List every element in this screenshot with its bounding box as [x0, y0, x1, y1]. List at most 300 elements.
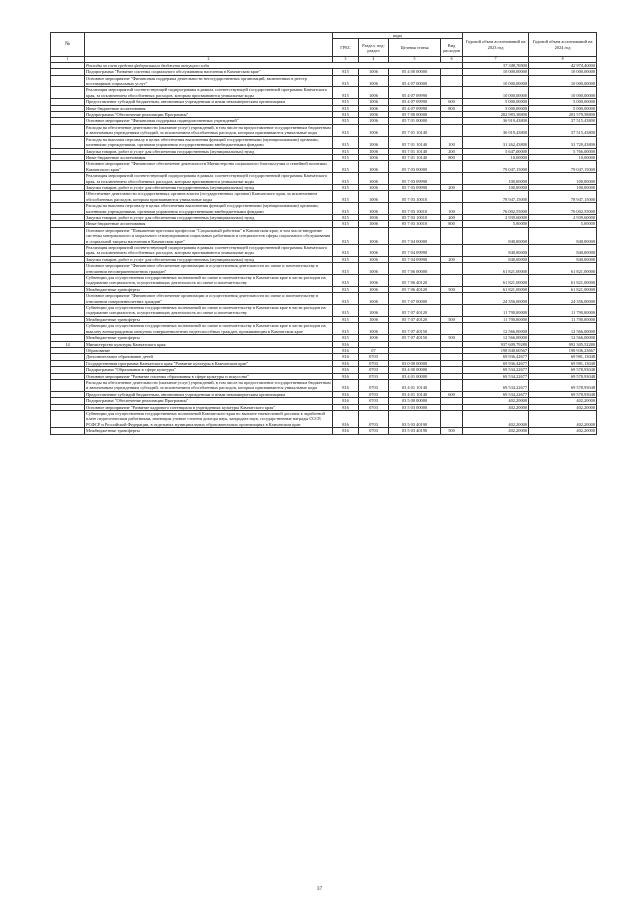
row-target: 05 7 03 00000 — [389, 161, 441, 173]
row-vol-2024: 100,00000 — [529, 184, 597, 190]
row-name: Межбюджетные трансферты — [85, 286, 333, 292]
row-target: 05 4 07 09990 — [389, 87, 441, 99]
row-grbs: 815 — [333, 263, 359, 275]
row-name: Межбюджетные трансферты — [85, 316, 333, 322]
row-grbs: 815 — [333, 69, 359, 75]
row-grbs: 815 — [333, 112, 359, 118]
row-number: 14 — [51, 341, 85, 347]
row-name: Закупка товаров, работ и услуг для обеспечения государственных (муниципальных) нужд — [85, 256, 333, 262]
table-row — [51, 410, 597, 427]
row-vol-2024: 69 981,13048 — [529, 354, 597, 360]
row-expense-type — [441, 75, 463, 87]
row-section: 1006 — [359, 293, 389, 305]
row-section: 1006 — [359, 105, 389, 111]
row-section: 1006 — [359, 245, 389, 257]
row-name: Основное мероприятие "Финансовое обеспечение организации и осуществления деятельности по опеке и попечительству в отношении совершеннолетних граждан" — [85, 293, 333, 305]
row-grbs: 816 — [333, 428, 359, 434]
row-expense-type: 800 — [441, 154, 463, 160]
row-target: 05 7 01 10140 — [389, 136, 441, 148]
row-vol-2023: 840,00000 — [463, 256, 529, 262]
row-number — [51, 203, 85, 215]
row-section: 1006 — [359, 124, 389, 136]
row-grbs: 815 — [333, 275, 359, 287]
budget-table — [50, 32, 597, 435]
row-vol-2023: 69 534,22677 — [463, 373, 529, 379]
row-target: 05 7 01 10140 — [389, 154, 441, 160]
row-target: 05 7 03 10010 — [389, 221, 441, 227]
row-expense-type — [441, 161, 463, 173]
row-vol-2023: 10 000,00000 — [463, 69, 529, 75]
row-vol-2024: 11 790,00000 — [529, 316, 597, 322]
row-grbs: 815 — [333, 173, 359, 185]
row-name: Закупка товаров, работ и услуг для обеспечения государственных (муниципальных) нужд — [85, 148, 333, 154]
row-grbs: 816 — [333, 410, 359, 427]
row-expense-type — [441, 323, 463, 335]
row-number — [51, 87, 85, 99]
row-grbs: 815 — [333, 256, 359, 262]
row-vol-2024: 10 000,00000 — [529, 69, 597, 75]
row-vol-2023: 24 356,00000 — [463, 293, 529, 305]
row-vol-2023: 79 047,15000 — [463, 161, 529, 173]
row-section: 07 — [359, 347, 389, 353]
row-target: 05 7 06 40120 — [389, 286, 441, 292]
row-grbs: 815 — [333, 323, 359, 335]
row-name: Закупка товаров, работ и услуг для обеспечения государственных (муниципальных) нужд — [85, 184, 333, 190]
row-name: Субвенции для осуществления государственных полномочий Камчатского края по выплате ежемесячной доплаты к заработной плате педагогическим работникам, имеющим ученые степени доктора наук, кандидата наук, государственные награды СССР, РСФСР и Российской Федерации, в отдельных муниципальных образовательных организациях в Камчатском крае — [85, 410, 333, 427]
row-section: 1006 — [359, 154, 389, 160]
row-expense-type: 200 — [441, 184, 463, 190]
row-section: 1006 — [359, 214, 389, 220]
row-section: 0703 — [359, 379, 389, 391]
row-number — [51, 410, 85, 427]
table-row — [51, 323, 597, 335]
row-number — [51, 379, 85, 391]
row-vol-2023: 69 534,22677 — [463, 391, 529, 397]
row-vol-2023: 5,00000 — [463, 221, 529, 227]
row-target: 05 7 01 10140 — [389, 148, 441, 154]
row-name: Реализация мероприятий соответствующей подпрограммы в рамках соответствующей государственной программы Камчатского края, за исключением обособленных расходов, которым присваиваются уникальные коды — [85, 245, 333, 257]
section-header-text: Расходы за счет средств федерального бюджета текущего года — [85, 62, 463, 68]
row-grbs: 815 — [333, 87, 359, 99]
row-vol-2023: 402,20000 — [463, 398, 529, 404]
row-grbs: 815 — [333, 286, 359, 292]
row-target: 05 7 06 40120 — [389, 275, 441, 287]
table-row — [51, 87, 597, 99]
header-section: Раздел, под-раздел — [359, 39, 389, 57]
row-vol-2024: 69 981,13048 — [529, 360, 597, 366]
row-section: 1006 — [359, 305, 389, 317]
row-name: Подпрограмма "Образование в сфере культуры" — [85, 367, 333, 373]
row-section: 1006 — [359, 112, 389, 118]
row-vol-2024: 992 305,52280 — [529, 341, 597, 347]
row-vol-2024: 11 790,00000 — [529, 305, 597, 317]
row-vol-2023: 402,20000 — [463, 428, 529, 434]
row-vol-2024: 69 578,93048 — [529, 367, 597, 373]
row-vol-2023: 10 000,00000 — [463, 75, 529, 87]
row-target: 03 5 03 00000 — [389, 404, 441, 410]
row-number — [51, 245, 85, 257]
row-vol-2023: 36 919,43800 — [463, 124, 529, 136]
row-name: Дополнительное образование детей — [85, 354, 333, 360]
row-target: 05 7 07 40120 — [389, 305, 441, 317]
table-row — [51, 305, 597, 317]
row-section: 1006 — [359, 316, 389, 322]
row-grbs: 815 — [333, 148, 359, 154]
row-vol-2023: 69 534,22677 — [463, 367, 529, 373]
row-vol-2024: 61 821,00000 — [529, 286, 597, 292]
row-vol-2023: 10 000,00000 — [463, 87, 529, 99]
row-target: 05 7 06 00000 — [389, 263, 441, 275]
row-vol-2024: 12 566,00000 — [529, 323, 597, 335]
row-expense-type — [441, 227, 463, 244]
row-grbs: 815 — [333, 316, 359, 322]
row-vol-2024: 203 579,58800 — [529, 112, 597, 118]
row-target: 05 7 07 40150 — [389, 323, 441, 335]
row-target: 05 7 04 00000 — [389, 227, 441, 244]
row-name: Иные бюджетные ассигнования — [85, 105, 333, 111]
row-target: 05 7 03 09990 — [389, 184, 441, 190]
row-name: Закупка товаров, работ и услуг для обеспечения государственных (муниципальных) нужд — [85, 214, 333, 220]
row-target: 03 4 00 00000 — [389, 367, 441, 373]
table-row — [51, 275, 597, 287]
row-name: Расходы на обеспечение деятельности (оказание услуг) учреждений, в том числе на предоставление государственным бюджетным и автономным учреждениям субсидий, за исключением обособленных расходов, которым присваиваются уникальные коды — [86, 379, 331, 391]
header-target: Целевая статья — [389, 39, 441, 57]
row-vol-2023: 402,20000 — [463, 404, 529, 410]
row-name: Предоставление субсидий бюджетным, автономным учреждениям и иным некоммерческим организациям — [85, 99, 333, 105]
row-vol-2024: 61 821,00000 — [529, 275, 597, 287]
row-section: 1006 — [359, 184, 389, 190]
row-number — [51, 75, 85, 87]
row-vol-2024: 840,00000 — [529, 245, 597, 257]
row-expense-type — [441, 245, 463, 257]
row-grbs: 815 — [333, 184, 359, 190]
row-vol-2023: 840,00000 — [463, 227, 529, 244]
row-vol-2024: 5 000,00000 — [529, 105, 597, 111]
row-expense-type — [441, 263, 463, 275]
row-target: 03 4 01 10140 — [389, 391, 441, 397]
row-grbs: 816 — [333, 347, 359, 353]
row-expense-type: 600 — [441, 99, 463, 105]
row-section: 1006 — [359, 173, 389, 185]
row-grbs: 815 — [333, 105, 359, 111]
row-expense-type — [441, 410, 463, 427]
row-grbs: 815 — [333, 99, 359, 105]
row-name: Основное мероприятие "Финансовое обеспечение деятельности Министерства социального благополучия и семейной политики Камчатского края" — [85, 161, 333, 173]
table-header — [51, 33, 597, 69]
row-grbs: 816 — [333, 398, 359, 404]
row-vol-2024: 402,20000 — [529, 410, 597, 427]
row-section: 1006 — [359, 221, 389, 227]
row-name: Подпрограмма "Обеспечение реализации Программы" — [85, 112, 333, 118]
row-vol-2023: 78 947,15000 — [463, 191, 529, 203]
row-section: 1006 — [359, 335, 389, 341]
table-row — [51, 75, 597, 87]
row-grbs: 816 — [333, 379, 359, 391]
row-name: Иные бюджетные ассигнования — [85, 221, 333, 227]
row-target: 05 4 07 00000 — [389, 75, 441, 87]
row-name: Основное мероприятие "Финансовая поддержка деятельности негосударственных организаций, включенных в реестр поставщиков социальных услуг" — [85, 75, 333, 87]
header-num: № — [51, 33, 85, 57]
row-vol-2023: 5 000,00000 — [463, 99, 529, 105]
row-expense-type: 200 — [441, 148, 463, 154]
column-number: 7 — [463, 57, 529, 62]
row-section: 1006 — [359, 136, 389, 148]
row-vol-2024: 5 000,00000 — [529, 99, 597, 105]
row-vol-2024: 69 578,93048 — [529, 391, 597, 397]
row-number — [51, 263, 85, 275]
row-vol-2023: 76 002,55000 — [463, 203, 529, 215]
row-expense-type: 100 — [441, 136, 463, 148]
table-row — [51, 203, 597, 215]
row-vol-2024: 10 000,00000 — [529, 75, 597, 87]
row-section: 0703 — [359, 410, 389, 427]
table-row — [51, 136, 597, 148]
row-grbs: 815 — [333, 335, 359, 341]
row-section: 1006 — [359, 75, 389, 87]
row-section: 0703 — [359, 373, 389, 379]
row-section: 1006 — [359, 99, 389, 105]
row-vol-2023: 5 000,00000 — [463, 105, 529, 111]
row-expense-type — [441, 275, 463, 287]
row-name: Основное мероприятие "Финансовое обеспечение организации и осуществления деятельности по опеке и попечительству в отношении несовершеннолетних граждан" — [85, 263, 333, 275]
row-expense-type — [441, 305, 463, 317]
row-name: Предоставление субсидий бюджетным, автономным учреждениям и иным некоммерческим организациям — [85, 391, 333, 397]
table-row — [51, 245, 597, 257]
row-vol-2023: 5 647,00000 — [463, 148, 529, 154]
row-name: Расходы на выплаты персоналу в целях обеспечения выполнения функций государственными (муниципальными) органами, казенными учреждениями, органами управления государственными внебюджетными фондами — [85, 203, 333, 215]
column-number: 3 — [333, 57, 359, 62]
row-name: Межбюджетные трансферты — [85, 428, 333, 434]
row-name: Основное мероприятие "Финансовая поддержка подведомственных учреждений" — [85, 118, 333, 124]
row-target: 03 4 01 00000 — [389, 373, 441, 379]
table-row — [51, 191, 597, 203]
row-expense-type: 500 — [441, 316, 463, 322]
row-expense-type — [441, 173, 463, 185]
row-section: 1006 — [359, 191, 389, 203]
page-number: 37 — [316, 886, 323, 892]
row-name: Межбюджетные трансферты — [85, 335, 333, 341]
row-section: 0703 — [359, 360, 389, 366]
row-expense-type: 800 — [441, 221, 463, 227]
row-vol-2023: 69 936,42677 — [463, 354, 529, 360]
row-name: Реализация мероприятий соответствующей подпрограммы в рамках соответствующей государственной программы Камчатского края, за исключением обособленных расходов, которым присваиваются уникальные коды — [85, 87, 333, 99]
row-target: 03 5 00 00000 — [389, 398, 441, 404]
row-expense-type: 200 — [441, 256, 463, 262]
row-vol-2023: 31 262,43800 — [463, 136, 529, 148]
row-vol-2023: 100,00000 — [463, 173, 529, 185]
row-expense-type — [441, 293, 463, 305]
section-header-v1: 37 348,76900 — [463, 62, 529, 68]
row-vol-2023: 937 609,79280 — [463, 341, 529, 347]
row-grbs: 816 — [333, 354, 359, 360]
row-vol-2024: 61 821,00000 — [529, 263, 597, 275]
column-number: 5 — [389, 57, 441, 62]
row-section: 1006 — [359, 286, 389, 292]
row-vol-2023: 11 790,00000 — [463, 316, 529, 322]
section-header-v2: 42 974,40000 — [529, 62, 597, 68]
row-grbs: 815 — [333, 118, 359, 124]
header-grbs: ГРБС — [333, 39, 359, 57]
row-section: 0703 — [359, 428, 389, 434]
row-expense-type — [441, 191, 463, 203]
row-name: Расходы на обеспечение деятельности (оказание услуг) учреждений, в том числе на предоставление государственным бюджетным и автономным учреждениям субсидий, за исключением обособленных расходов, которым присваиваются уникальные коды — [86, 124, 331, 136]
row-section: 1006 — [359, 118, 389, 124]
row-grbs: 815 — [333, 293, 359, 305]
row-name: Министерство культуры Камчатского края — [85, 341, 333, 347]
row-grbs: 815 — [333, 191, 359, 203]
budget-table-sheet — [50, 32, 596, 435]
row-vol-2023: 69 936,42677 — [463, 360, 529, 366]
row-section: 1006 — [359, 323, 389, 335]
row-section: 1006 — [359, 203, 389, 215]
row-number — [51, 293, 85, 305]
row-grbs: 815 — [333, 203, 359, 215]
row-vol-2024: 5,00000 — [529, 221, 597, 227]
row-vol-2024: 10,00000 — [529, 154, 597, 160]
row-grbs: 815 — [333, 221, 359, 227]
row-section: 0703 — [359, 398, 389, 404]
row-target: 05 7 03 09990 — [389, 173, 441, 185]
row-number — [51, 191, 85, 203]
header-codes: коды — [333, 33, 463, 39]
row-vol-2023: 100,00000 — [463, 184, 529, 190]
row-target: 05 7 03 10010 — [389, 191, 441, 203]
row-number — [51, 173, 85, 185]
row-vol-2023: 36 919,43800 — [463, 118, 529, 124]
table-row — [51, 379, 597, 391]
row-expense-type: 500 — [441, 428, 463, 434]
row-target: 03 5 03 40190 — [389, 428, 441, 434]
header-name — [85, 33, 333, 57]
row-vol-2024: 198 936,23667 — [529, 347, 597, 353]
row-number — [51, 124, 85, 136]
header-vol-2024: Годовой объем ассигнований на 2024 год — [529, 33, 597, 57]
row-grbs: 815 — [333, 124, 359, 136]
row-target: 05 7 01 00000 — [389, 118, 441, 124]
row-name: Подпрограмма "Развитие системы социального обслуживания населения в Камчатском крае" — [85, 69, 333, 75]
row-grbs: 815 — [333, 214, 359, 220]
row-target: 05 4 07 09990 — [389, 105, 441, 111]
row-vol-2023: 69 534,22677 — [463, 379, 529, 391]
row-vol-2024: 12 566,00000 — [529, 335, 597, 341]
row-vol-2024: 402,20000 — [529, 398, 597, 404]
row-vol-2023: 402,20000 — [463, 410, 529, 427]
row-vol-2024: 840,00000 — [529, 256, 597, 262]
row-number — [51, 428, 85, 434]
row-section: 0703 — [359, 404, 389, 410]
row-name: Подпрограмма "Обеспечение реализации Программы" — [85, 398, 333, 404]
row-name: Субвенции для осуществления государственных полномочий по опеке и попечительству в Камчатском крае в части расходов на содержание специалистов, осуществляющих деятельность по опеке и попечительству — [85, 275, 333, 287]
row-grbs: 815 — [333, 161, 359, 173]
row-number — [51, 323, 85, 335]
row-vol-2023: 840,00000 — [463, 245, 529, 257]
row-grbs: 815 — [333, 75, 359, 87]
column-number: 1 — [51, 57, 85, 62]
row-vol-2024: 10 000,00000 — [529, 87, 597, 99]
row-vol-2024: 24 356,00000 — [529, 293, 597, 305]
row-expense-type: 600 — [441, 391, 463, 397]
column-number: 2 — [85, 57, 333, 62]
column-number: 6 — [441, 57, 463, 62]
row-expense-type — [441, 87, 463, 99]
row-vol-2024: 100,00000 — [529, 173, 597, 185]
row-vol-2024: 69 578,93048 — [529, 379, 597, 391]
row-section: 1006 — [359, 256, 389, 262]
row-target: 05 7 03 10010 — [389, 214, 441, 220]
row-name: Основное мероприятие "Развитие системы образования в сфере культуры и искусства" — [85, 373, 333, 379]
row-vol-2024: 78 947,15000 — [529, 191, 597, 203]
table-body — [51, 69, 597, 434]
row-name: Иные бюджетные ассигнования — [85, 154, 333, 160]
row-target: 05 7 04 09990 — [389, 256, 441, 262]
row-section: 0703 — [359, 367, 389, 373]
table-row — [51, 428, 597, 434]
row-expense-type: 800 — [441, 105, 463, 111]
row-name: Основное мероприятие "Повышение престижа профессии "Социальный работник" в Камчатском крае, в том числе внедрение системы материального и морального стимулирования социальных работников и специалистов сферы социального обслуживания и социальной защиты населения в Камчатском крае" — [85, 227, 333, 244]
row-grbs: 815 — [333, 136, 359, 148]
row-target: 05 7 07 00000 — [389, 293, 441, 305]
row-expense-type — [441, 124, 463, 136]
row-name: Государственная программа Камчатского края "Развитие культуры в Камчатском крае" — [85, 360, 333, 366]
row-grbs: 816 — [333, 341, 359, 347]
table-row — [51, 263, 597, 275]
table-row — [51, 173, 597, 185]
row-number — [51, 275, 85, 287]
row-grbs: 816 — [333, 391, 359, 397]
row-target: 05 7 07 40150 — [389, 335, 441, 341]
row-vol-2023: 2 939,60000 — [463, 214, 529, 220]
row-grbs: 815 — [333, 154, 359, 160]
row-section: 0703 — [359, 391, 389, 397]
row-target: 03 0 00 00000 — [389, 360, 441, 366]
column-number: 4 — [359, 57, 389, 62]
row-name: Субвенции для осуществления государственных полномочий по опеке и попечительству в Камчатском крае в части расходов на выплату вознаграждения опекунам совершеннолетних недееспособных граждан, проживающим в Камчатском крае — [85, 323, 333, 335]
row-vol-2023: 11 790,00000 — [463, 305, 529, 317]
row-vol-2023: 61 821,00000 — [463, 275, 529, 287]
row-section: 1006 — [359, 275, 389, 287]
header-expense-type: Вид расходов — [441, 39, 463, 57]
row-name: Основное мероприятие "Развитие кадрового потенциала в учреждениях культуры Камчатского края" — [85, 404, 333, 410]
table-row — [51, 124, 597, 136]
row-section: 1006 — [359, 161, 389, 173]
row-target: 05 4 07 09990 — [389, 99, 441, 105]
row-target: 03 4 01 10140 — [389, 379, 441, 391]
row-section: 1006 — [359, 87, 389, 99]
row-vol-2024: 31 729,43800 — [529, 136, 597, 148]
row-grbs: 816 — [333, 404, 359, 410]
row-section: 1006 — [359, 263, 389, 275]
row-grbs: 816 — [333, 360, 359, 366]
row-name: Реализация мероприятий соответствующей подпрограммы в рамках соответствующей государственной программы Камчатского края, за исключением обособленных расходов, которым присваиваются уникальные коды — [85, 173, 333, 185]
row-expense-type — [441, 379, 463, 391]
row-vol-2023: 198 840,60567 — [463, 347, 529, 353]
table-row — [51, 293, 597, 305]
row-section: 0703 — [359, 354, 389, 360]
table-row — [51, 161, 597, 173]
row-vol-2024: 2 939,60000 — [529, 214, 597, 220]
column-number: 8 — [529, 57, 597, 62]
row-number — [51, 227, 85, 244]
row-vol-2024: 840,00000 — [529, 227, 597, 244]
row-vol-2024: 37 515,43800 — [529, 124, 597, 136]
row-target: 03 5 03 40190 — [389, 410, 441, 427]
row-vol-2023: 202 983,38800 — [463, 112, 529, 118]
row-vol-2024: 402,20000 — [529, 404, 597, 410]
row-vol-2023: 10,00000 — [463, 154, 529, 160]
row-vol-2023: 61 821,00000 — [463, 286, 529, 292]
row-vol-2024: 5 766,00000 — [529, 148, 597, 154]
row-vol-2024: 402,20000 — [529, 428, 597, 434]
